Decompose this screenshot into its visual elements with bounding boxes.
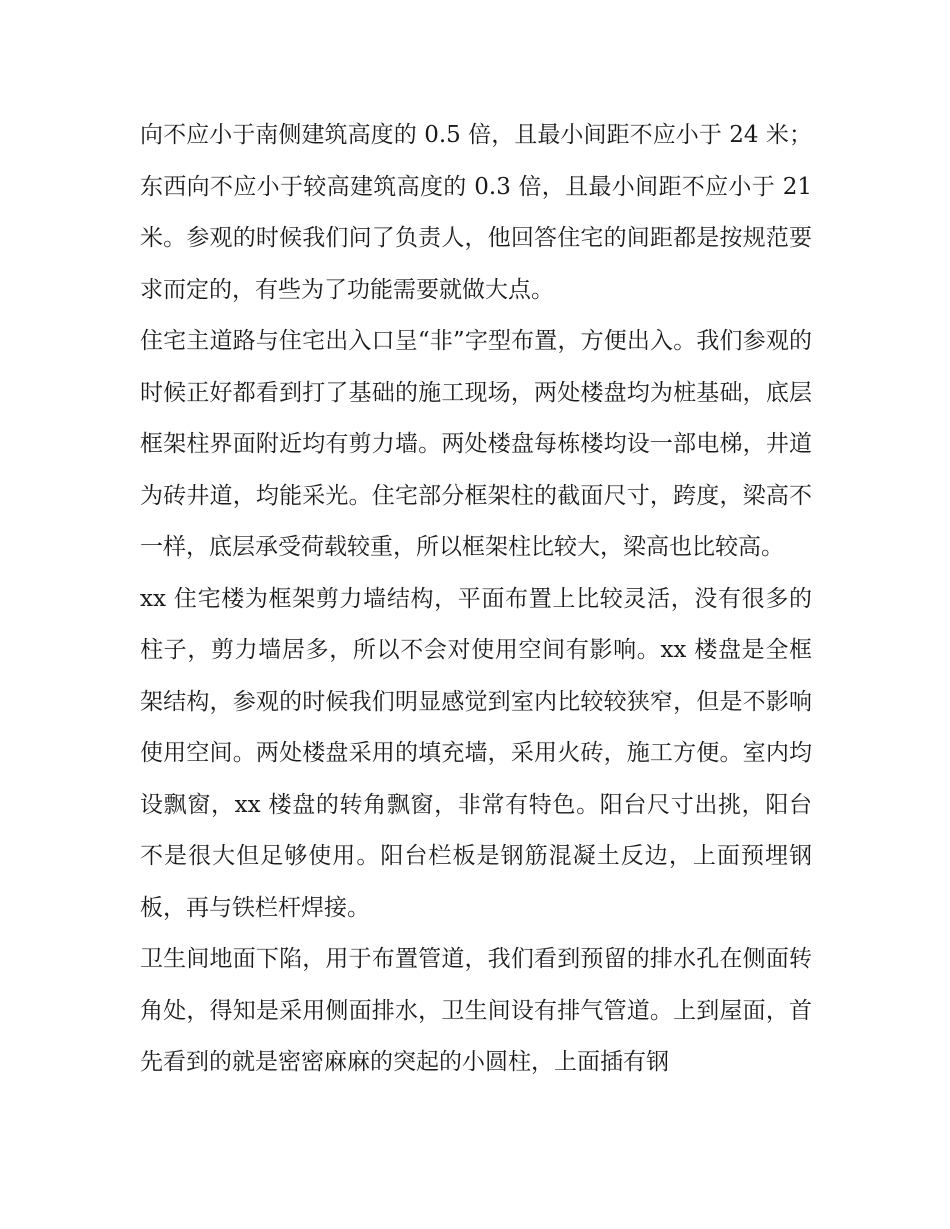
paragraph-roads-and-foundation: 住宅主道路与住宅出入口呈“非”字型布置，方便出入。我们参观的时候正好都看到打了基础的施工现场，两处楼盘均为桩基础，底层框架柱界面附近均有剪力墙。两处楼盘每栋楼均设一部电梯，井道为砖井道，均能采光。住宅部分框架柱的截面尺寸，跨度，梁高不一样，底层承受荷载较重，所以框架柱比较大，梁高也比较高。 [140, 328, 812, 560]
paragraph-structure-and-balcony: xx 住宅楼为框架剪力墙结构，平面布置上比较灵活，没有很多的柱子，剪力墙居多，所以不会对使用空间有影响。xx 楼盘是全框架结构，参观的时候我们明显感觉到室内比较较狭窄，但是不影响使用空间。两处楼盘采用的填充墙，采用火砖，施工方便。室内均设飘窗，xx 楼盘的转角飘窗，非常有特色。阳台尺寸出挑，阳台不是很大但足够使用。阳台栏板是钢筋混凝土反边，上面预埋钢板，再与铁栏杆焊接。 [140, 585, 812, 921]
document-body [140, 110, 812, 1089]
paragraph-bathroom-and-roof: 卫生间地面下陷，用于布置管道，我们看到预留的排水孔在侧面转角处，得知是采用侧面排水，卫生间设有排气管道。上到屋面，首先看到的就是密密麻麻的突起的小圆柱，上面插有钢 [140, 946, 812, 1075]
paragraph-building-spacing: 向不应小于南侧建筑高度的 0.5 倍，且最小间距不应小于 24 米；东西向不应小于较高建筑高度的 0.3 倍，且最小间距不应小于 21 米。参观的时候我们问了负责人，他回答住宅的间距都是按规范要求而定的，有些为了功能需要就做大点。 [140, 122, 812, 303]
